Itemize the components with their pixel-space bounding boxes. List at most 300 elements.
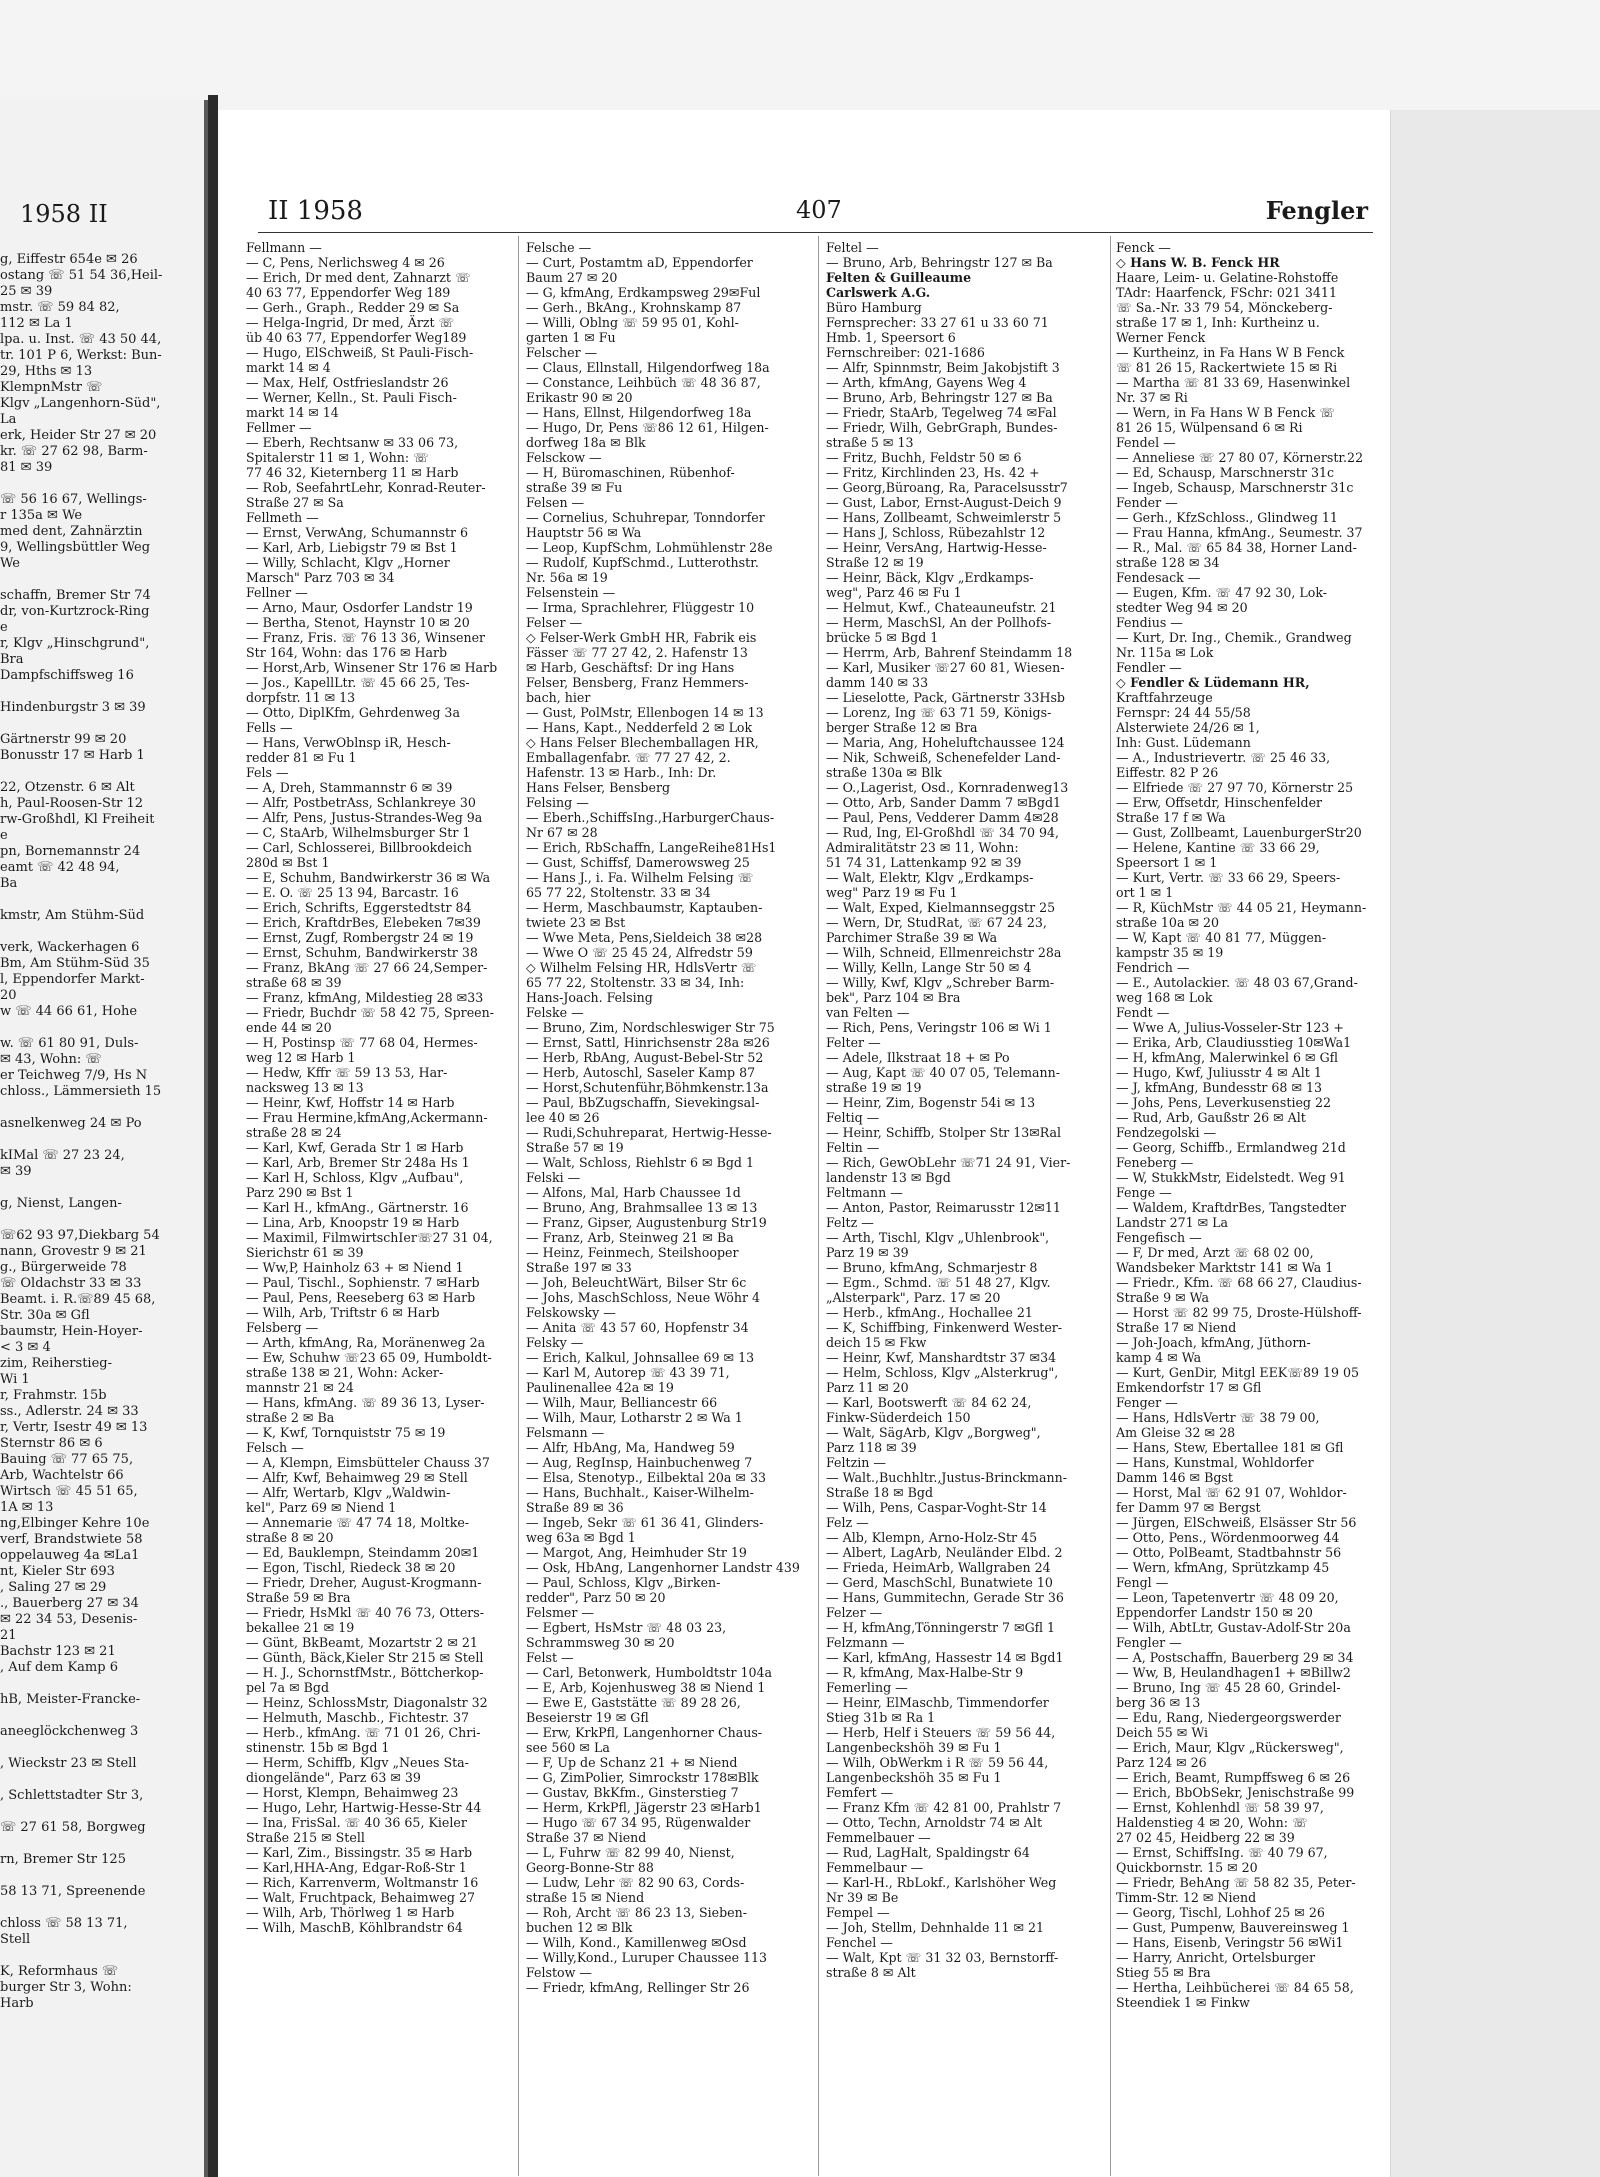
directory-entry-line: — Maria, Ang, Hoheluftchaussee 124 bbox=[826, 735, 1065, 750]
directory-entry-line: Hmb. 1, Speersort 6 bbox=[826, 330, 956, 345]
left-page-line: nt, Kieler Str 693 bbox=[0, 1564, 115, 1579]
surname-heading: Felsberg — bbox=[246, 1320, 319, 1335]
surname-heading: Felzer — bbox=[826, 1605, 883, 1620]
book-spine bbox=[208, 95, 218, 2177]
left-page-line: Sternstr 86 ✉ 6 bbox=[0, 1436, 103, 1451]
directory-entry-line: — Albert, LagArb, Neuländer Elbd. 2 bbox=[826, 1545, 1063, 1560]
directory-entry-line: straße 15 ✉ Niend bbox=[526, 1890, 645, 1905]
directory-entry-line: — Wilh, Maur, Belliancestr 66 bbox=[526, 1395, 718, 1410]
left-page-line: 58 13 71, Spreenende bbox=[0, 1884, 146, 1899]
directory-entry-line: — Friedr., Kfm. ☏ 68 66 27, Claudius- bbox=[1116, 1275, 1362, 1290]
directory-entry-line: — Eberh.,SchiffsIng.,HarburgerChaus- bbox=[526, 810, 775, 825]
directory-entry-line: kel", Parz 69 ✉ Niend 1 bbox=[246, 1500, 397, 1515]
surname-heading: Fenger — bbox=[1116, 1395, 1178, 1410]
left-page-line: hB, Meister-Francke- bbox=[0, 1692, 141, 1707]
directory-entry-line: weg" Parz 19 ✉ Fu 1 bbox=[826, 885, 958, 900]
directory-entry-line: stedter Weg 94 ✉ 20 bbox=[1116, 600, 1248, 615]
directory-entry-line: — Georg,Büroang, Ra, Paracelsusstr7 bbox=[826, 480, 1068, 495]
directory-entry-line: — Maximil, FilmwirtschIer☏27 31 04, bbox=[246, 1230, 493, 1245]
left-page-line bbox=[0, 1900, 200, 1916]
directory-entry-line: — Joh, Stellm, Dehnhalde 11 ✉ 21 bbox=[826, 1920, 1045, 1935]
directory-entry-line: Schrammsweg 30 ✉ 20 bbox=[526, 1635, 675, 1650]
directory-entry-line: — Georg, Tischl, Lohhof 25 ✉ 26 bbox=[1116, 1905, 1325, 1920]
directory-entry-line: Kraftfahrzeuge bbox=[1116, 690, 1213, 705]
directory-entry-line: — Johs, MaschSchloss, Neue Wöhr 4 bbox=[526, 1290, 761, 1305]
directory-entry-line: — Walt, Schloss, Riehlstr 6 ✉ Bgd 1 bbox=[526, 1155, 754, 1170]
directory-entry-line: — Herb, RbAng, August-Bebel-Str 52 bbox=[526, 1050, 764, 1065]
directory-entry-line: Straße 9 ✉ Wa bbox=[1116, 1290, 1210, 1305]
directory-entry-line: — G, kfmAng, Erdkampsweg 29✉Ful bbox=[526, 285, 761, 300]
directory-entry-line: — Karl, Zim., Bissingstr. 35 ✉ Harb bbox=[246, 1845, 473, 1860]
directory-entry-line: deich 15 ✉ Fkw bbox=[826, 1335, 927, 1350]
left-page-line bbox=[0, 1180, 200, 1196]
directory-entry-line: — Hans, Kapt., Nedderfeld 2 ✉ Lok bbox=[526, 720, 753, 735]
directory-entry-line: — Ww, B, Heulandhagen1 + ✉Billw2 bbox=[1116, 1665, 1351, 1680]
directory-entry-line: — Walt, Exped, Kielmannseggstr 25 bbox=[826, 900, 1056, 915]
directory-entry-line: — Margot, Ang, Heimhuder Str 19 bbox=[526, 1545, 747, 1560]
left-page-line: mstr. ☏ 59 84 82, bbox=[0, 300, 120, 315]
directory-entry-line: — Egon, Tischl, Riedeck 38 ✉ 20 bbox=[246, 1560, 456, 1575]
left-page-line: r, Klgv „Hinschgrund", bbox=[0, 636, 150, 651]
left-page-line: kIMal ☏ 27 23 24, bbox=[0, 1148, 125, 1163]
directory-entry-line: — Ewe E, Gaststätte ☏ 89 28 26, bbox=[526, 1695, 741, 1710]
directory-entry-line: 65 77 22, Stoltenstr. 33 ✉ 34 bbox=[526, 885, 711, 900]
directory-entry-line: brücke 5 ✉ Bgd 1 bbox=[826, 630, 939, 645]
directory-entry-line: — Wilh, Arb, Thörlweg 1 ✉ Harb bbox=[246, 1905, 455, 1920]
directory-entry-line: Finkw-Süderdeich 150 bbox=[826, 1410, 971, 1425]
directory-entry-line: — Wilh, Arb, Triftstr 6 ✉ Harb bbox=[246, 1305, 440, 1320]
directory-entry-line: damm 140 ✉ 33 bbox=[826, 675, 929, 690]
directory-entry-line: — Otto, Pens., Wördenmoorweg 44 bbox=[1116, 1530, 1340, 1545]
directory-entry-line: — Roh, Archt ☏ 86 23 13, Sieben- bbox=[526, 1905, 747, 1920]
directory-entry-line: 51 74 31, Lattenkamp 92 ✉ 39 bbox=[826, 855, 1022, 870]
surname-heading: Feltz — bbox=[826, 1215, 874, 1230]
directory-entry-line: ☏ 81 26 15, Rackertwiete 15 ✉ Ri bbox=[1116, 360, 1338, 375]
left-page-line bbox=[0, 572, 200, 588]
directory-entry-line: — Edu, Rang, Niedergeorgswerder bbox=[1116, 1710, 1341, 1725]
directory-entry-line: landenstr 13 ✉ Bgd bbox=[826, 1170, 951, 1185]
directory-entry-line: — Kurt, Vertr. ☏ 33 66 29, Speers- bbox=[1116, 870, 1341, 885]
directory-entry-line: — R., Mal. ☏ 65 84 38, Horner Land- bbox=[1116, 540, 1357, 555]
left-page-line: Str. 30a ✉ Gfl bbox=[0, 1308, 90, 1323]
directory-entry-line: Eppendorfer Landstr 150 ✉ 20 bbox=[1116, 1605, 1313, 1620]
directory-entry-line: 280d ✉ Bst 1 bbox=[246, 855, 330, 870]
surname-heading: Felsen — bbox=[526, 495, 585, 510]
directory-entry-line: 77 46 32, Kieternberg 11 ✉ Harb bbox=[246, 465, 459, 480]
directory-entry-line: — Lina, Arb, Knoopstr 19 ✉ Harb bbox=[246, 1215, 460, 1230]
left-page-line bbox=[0, 716, 200, 732]
directory-entry-line: Beseierstr 19 ✉ Gfl bbox=[526, 1710, 649, 1725]
surname-heading: Fenge — bbox=[1116, 1185, 1172, 1200]
directory-entry-line: — Friedr, BehAng ☏ 58 82 35, Peter- bbox=[1116, 1875, 1356, 1890]
directory-entry-line: — Hertha, Leihbücherei ☏ 84 65 58, bbox=[1116, 1980, 1354, 1995]
directory-entry-line: — Bruno, kfmAng, Schmarjestr 8 bbox=[826, 1260, 1038, 1275]
directory-entry-line: Inh: Gust. Lüdemann bbox=[1116, 735, 1251, 750]
directory-column-2 bbox=[526, 240, 808, 1995]
left-page-line: med dent, Zahnärztin bbox=[0, 524, 143, 539]
directory-entry-line: — Walt, Elektr, Klgv „Erdkamps- bbox=[826, 870, 1034, 885]
directory-entry-line: ✉ Harb, Geschäftsf: Dr ing Hans bbox=[526, 660, 735, 675]
left-page-fragment bbox=[0, 100, 212, 2177]
directory-entry-line: — Karl, Kwf, Gerada Str 1 ✉ Harb bbox=[246, 1140, 464, 1155]
directory-entry-line: twiete 23 ✉ Bst bbox=[526, 915, 626, 930]
directory-entry-line: Parz 124 ✉ 26 bbox=[1116, 1755, 1207, 1770]
directory-entry-line: — Willy, Schlacht, Klgv „Horner bbox=[246, 555, 450, 570]
directory-entry-line: — Kurt, GenDir, Mitgl EEK☏89 19 05 bbox=[1116, 1365, 1360, 1380]
directory-entry-line: — Rudi,Schuhreparat, Hertwig-Hesse- bbox=[526, 1125, 772, 1140]
directory-entry-line: — Karl H., kfmAng., Gärtnerstr. 16 bbox=[246, 1200, 469, 1215]
directory-entry-line: Parz 19 ✉ 39 bbox=[826, 1245, 909, 1260]
directory-entry-line: — Hans, Kunstmal, Wohldorfer bbox=[1116, 1455, 1314, 1470]
directory-entry-line: Hafenstr. 13 ✉ Harb., Inh: Dr. bbox=[526, 765, 717, 780]
left-page-header: 1958 II bbox=[20, 200, 108, 228]
left-page-line bbox=[0, 1836, 200, 1852]
directory-entry-line: — Rich, Karrenverm, Woltmanstr 16 bbox=[246, 1875, 479, 1890]
directory-entry-line: — Horst, Mal ☏ 62 91 07, Wohldor- bbox=[1116, 1485, 1347, 1500]
directory-entry-line: — Paul, Tischl., Sophienstr. 7 ✉Harb bbox=[246, 1275, 480, 1290]
directory-entry-line: 40 63 77, Eppendorfer Weg 189 bbox=[246, 285, 451, 300]
directory-entry-line: — Leon, Tapetenvertr ☏ 48 09 20, bbox=[1116, 1590, 1339, 1605]
surname-heading: Felsmann — bbox=[526, 1425, 605, 1440]
directory-entry-line: TAdr: Haarfenck, FSchr: 021 3411 bbox=[1116, 285, 1337, 300]
directory-entry-line: — Erw, KrkPfl, Langenhorner Chaus- bbox=[526, 1725, 763, 1740]
directory-entry-line: — Erich, BbObSekr, Jenischstraße 99 bbox=[1116, 1785, 1355, 1800]
directory-column-3 bbox=[826, 240, 1108, 1980]
left-page-line: , Schlettstadter Str 3, bbox=[0, 1788, 144, 1803]
directory-entry-line: — Egbert, HsMstr ☏ 48 03 23, bbox=[526, 1620, 727, 1635]
directory-entry-line: — Günth, Bäck,Kieler Str 215 ✉ Stell bbox=[246, 1650, 484, 1665]
surname-heading: Fengler — bbox=[1116, 1635, 1182, 1650]
directory-entry-line: straße 28 ✉ 24 bbox=[246, 1125, 342, 1140]
directory-entry-line: Stieg 55 ✉ Bra bbox=[1116, 1965, 1211, 1980]
directory-entry-line: Alsterwiete 24/26 ✉ 1, bbox=[1116, 720, 1260, 735]
directory-entry-line: — Karl, Arb, Liebigstr 79 ✉ Bst 1 bbox=[246, 540, 458, 555]
directory-entry-line: Emkendorfstr 17 ✉ Gfl bbox=[1116, 1380, 1262, 1395]
directory-entry-line: Fernspr: 24 44 55/58 bbox=[1116, 705, 1251, 720]
directory-entry-line: straße 5 ✉ 13 bbox=[826, 435, 914, 450]
left-page-line: schaffn, Bremer Str 74 bbox=[0, 588, 151, 603]
left-page-line: 21 bbox=[0, 1628, 17, 1643]
left-page-line: 25 ✉ 39 bbox=[0, 284, 53, 299]
left-page-line: Bachstr 123 ✉ 21 bbox=[0, 1644, 116, 1659]
directory-entry-line: — Otto, PolBeamt, Stadtbahnstr 56 bbox=[1116, 1545, 1342, 1560]
surname-heading: Feneberg — bbox=[1116, 1155, 1194, 1170]
directory-entry-line: Quickbornstr. 15 ✉ 20 bbox=[1116, 1860, 1258, 1875]
left-page-line: ., Bauerberg 27 ✉ 34 bbox=[0, 1596, 139, 1611]
left-page-line: aneeglöckchenweg 3 bbox=[0, 1724, 139, 1739]
left-page-line: chloss., Lämmersieth 15 bbox=[0, 1084, 162, 1099]
left-page-line: Bm, Am Stühm-Süd 35 bbox=[0, 956, 150, 971]
surname-heading: Fengl — bbox=[1116, 1575, 1169, 1590]
directory-entry-line: Stieg 31b ✉ Ra 1 bbox=[826, 1710, 936, 1725]
directory-entry-line: — Elfriede ☏ 27 97 70, Körnerstr 25 bbox=[1116, 780, 1354, 795]
directory-entry-line: — Arth, kfmAng, Gayens Weg 4 bbox=[826, 375, 1027, 390]
directory-entry-line: — Alb, Klempn, Arno-Holz-Str 45 bbox=[826, 1530, 1038, 1545]
directory-entry-line: Paulinenallee 42a ✉ 19 bbox=[526, 1380, 674, 1395]
directory-entry-line: — Wilh, ObWerkm i R ☏ 59 56 44, bbox=[826, 1755, 1049, 1770]
directory-entry-line: — Aug, RegInsp, Hainbuchenweg 7 bbox=[526, 1455, 753, 1470]
directory-entry-line: weg 168 ✉ Lok bbox=[1116, 990, 1213, 1005]
directory-entry-line: — Ludw, Lehr ☏ 82 90 63, Cords- bbox=[526, 1875, 745, 1890]
left-page-line: 1A ✉ 13 bbox=[0, 1500, 54, 1515]
directory-entry-line: — Gust, Zollbeamt, LauenburgerStr20 bbox=[1116, 825, 1362, 840]
directory-entry-line: bek", Parz 104 ✉ Bra bbox=[826, 990, 961, 1005]
directory-entry-line: — Alfr, PostbetrAss, Schlankreye 30 bbox=[246, 795, 476, 810]
directory-entry-line: — Bruno, Zim, Nordschleswiger Str 75 bbox=[526, 1020, 775, 1035]
directory-entry-line: Wandsbeker Marktstr 141 ✉ Wa 1 bbox=[1116, 1260, 1334, 1275]
directory-entry-line: — Lieselotte, Pack, Gärtnerstr 33Hsb bbox=[826, 690, 1065, 705]
directory-entry-line: Langenbeckshöh 39 ✉ Fu 1 bbox=[826, 1740, 1002, 1755]
directory-entry-line: — Bruno, Ang, Brahmsallee 13 ✉ 13 bbox=[526, 1200, 758, 1215]
directory-entry-line: — Karl,HHA-Ang, Edgar-Roß-Str 1 bbox=[246, 1860, 467, 1875]
directory-entry-line: — Hans, HdlsVertr ☏ 38 79 00, bbox=[1116, 1410, 1320, 1425]
directory-entry-line: weg 63a ✉ Bgd 1 bbox=[526, 1530, 636, 1545]
directory-entry-line: — Max, Helf, Ostfrieslandstr 26 bbox=[246, 375, 449, 390]
directory-entry-line: 27 02 45, Heidberg 22 ✉ 39 bbox=[1116, 1830, 1295, 1845]
directory-entry-line: — Harry, Anricht, Ortelsburger bbox=[1116, 1950, 1316, 1965]
directory-entry-line: — K, Schiffbing, Finkenwerd Wester- bbox=[826, 1320, 1063, 1335]
directory-entry-line: — E. O. ☏ 25 13 94, Barcastr. 16 bbox=[246, 885, 459, 900]
directory-entry-line: see 560 ✉ La bbox=[526, 1740, 610, 1755]
surname-heading: Fellner — bbox=[246, 585, 308, 600]
directory-entry-line: — Eugen, Kfm. ☏ 47 92 30, Lok- bbox=[1116, 585, 1328, 600]
left-page-line: 20 bbox=[0, 988, 17, 1003]
surname-heading: Felsckow — bbox=[526, 450, 602, 465]
directory-entry-line: ◇ Hans W. B. Fenck HR bbox=[1116, 255, 1280, 270]
left-page-line: Bauing ☏ 77 65 75, bbox=[0, 1452, 134, 1467]
left-page-line: ✉ 39 bbox=[0, 1164, 32, 1179]
left-page-line bbox=[0, 892, 200, 908]
surname-heading: Fendesack — bbox=[1116, 570, 1201, 585]
directory-entry-line: Erikastr 90 ✉ 20 bbox=[526, 390, 633, 405]
directory-entry-line: — Horst,Arb, Winsener Str 176 ✉ Harb bbox=[246, 660, 498, 675]
directory-entry-line: — Franz, Arb, Steinweg 21 ✉ Ba bbox=[526, 1230, 734, 1245]
page-volume-label: II 1958 bbox=[268, 196, 363, 226]
directory-entry-line: — Herb, Autoschl, Saseler Kamp 87 bbox=[526, 1065, 756, 1080]
directory-entry-line: — Hans J, Schloss, Rübezahlstr 12 bbox=[826, 525, 1046, 540]
left-page-line: Harb bbox=[0, 1996, 34, 2011]
left-page-line: ✉ 22 34 53, Desenis- bbox=[0, 1612, 138, 1627]
directory-entry-line: — Wilh, MaschB, Köhlbrandstr 64 bbox=[246, 1920, 463, 1935]
directory-entry-line: — Helm, Schloss, Klgv „Alsterkrug", bbox=[826, 1365, 1059, 1380]
surname-heading: Felsch — bbox=[246, 1440, 304, 1455]
directory-entry-line: — R, KüchMstr ☏ 44 05 21, Heymann- bbox=[1116, 900, 1367, 915]
directory-entry-line: — Friedr, Wilh, GebrGraph, Bundes- bbox=[826, 420, 1058, 435]
directory-entry-line: — Erich, Dr med dent, Zahnarzt ☏ bbox=[246, 270, 471, 285]
directory-entry-line: — Otto, Techn, Arnoldstr 74 ✉ Alt bbox=[826, 1815, 1042, 1830]
directory-entry-line: — Hans J., i. Fa. Wilhelm Felsing ☏ bbox=[526, 870, 754, 885]
directory-entry-line: — E, Arb, Kojenhusweg 38 ✉ Niend 1 bbox=[526, 1680, 766, 1695]
directory-entry-line: — Rud, Arb, Gaußstr 26 ✉ Alt bbox=[1116, 1110, 1306, 1125]
directory-entry-line: Speersort 1 ✉ 1 bbox=[1116, 855, 1218, 870]
directory-entry-line: — Hugo, Lehr, Hartwig-Hesse-Str 44 bbox=[246, 1800, 482, 1815]
directory-entry-line: — Helga-Ingrid, Dr med, Ärzt ☏ bbox=[246, 315, 455, 330]
directory-entry-line: straße 10a ✉ 20 bbox=[1116, 915, 1220, 930]
surname-heading: Fendler — bbox=[1116, 660, 1182, 675]
left-page-line: , Wieckstr 23 ✉ Stell bbox=[0, 1756, 137, 1771]
surname-heading: Felst — bbox=[526, 1650, 574, 1665]
directory-entry-line: ◇ Fendler & Lüdemann HR, bbox=[1116, 675, 1310, 690]
directory-entry-line: — Fritz, Buchh, Feldstr 50 ✉ 6 bbox=[826, 450, 1022, 465]
directory-entry-line: Straße 27 ✉ Sa bbox=[246, 495, 344, 510]
directory-entry-line: — Heinr, VersAng, Hartwig-Hesse- bbox=[826, 540, 1047, 555]
directory-entry-line: — Franz Kfm ☏ 42 81 00, Prahlstr 7 bbox=[826, 1800, 1062, 1815]
directory-entry-line: — W, Kapt ☏ 40 81 77, Müggen- bbox=[1116, 930, 1327, 945]
directory-entry-line: — Willy, Kelln, Lange Str 50 ✉ 4 bbox=[826, 960, 1032, 975]
left-page-line: ng,Elbinger Kehre 10e bbox=[0, 1516, 150, 1531]
surname-heading: Feltiq — bbox=[826, 1110, 880, 1125]
directory-entry-line: — Erich, Schrifts, Eggerstedtstr 84 bbox=[246, 900, 472, 915]
directory-entry-line: Straße 17 f ✉ Wa bbox=[1116, 810, 1226, 825]
surname-heading: Feltel — bbox=[826, 240, 879, 255]
directory-entry-line: Str 164, Wohn: das 176 ✉ Harb bbox=[246, 645, 448, 660]
surname-heading: Felser — bbox=[526, 615, 583, 630]
surname-heading: van Felten — bbox=[826, 1005, 910, 1020]
left-page-line: r 135a ✉ We bbox=[0, 508, 83, 523]
surname-heading: Femfert — bbox=[826, 1785, 894, 1800]
surname-heading: Felske — bbox=[526, 1005, 584, 1020]
directory-entry-line: — Hans, Gummitechn, Gerade Str 36 bbox=[826, 1590, 1064, 1605]
surname-heading: Fempel — bbox=[826, 1905, 890, 1920]
directory-entry-line: — Herb, Helf i Steuers ☏ 59 56 44, bbox=[826, 1725, 1056, 1740]
directory-entry-line: — Bertha, Stenot, Haynstr 10 ✉ 20 bbox=[246, 615, 470, 630]
directory-entry-line: — Heinr, Zim, Bogenstr 54i ✉ 13 bbox=[826, 1095, 1036, 1110]
left-page-line: g, Nienst, Langen- bbox=[0, 1196, 122, 1211]
surname-heading: Feltin — bbox=[826, 1140, 880, 1155]
directory-entry-line: — Rud, Ing, El-Großhdl ☏ 34 70 94, bbox=[826, 825, 1060, 840]
directory-entry-line: — Erika, Arb, Claudiusstieg 10✉Wa1 bbox=[1116, 1035, 1352, 1050]
surname-heading: Fellmer — bbox=[246, 420, 312, 435]
directory-entry-line: Straße 37 ✉ Niend bbox=[526, 1830, 647, 1845]
directory-entry-line: — Helene, Kantine ☏ 33 66 29, bbox=[1116, 840, 1320, 855]
directory-entry-line: Baum 27 ✉ 20 bbox=[526, 270, 618, 285]
surname-heading: Felskowsky — bbox=[526, 1305, 616, 1320]
directory-entry-line: straße 8 ✉ 20 bbox=[246, 1530, 334, 1545]
directory-entry-line: straße 2 ✉ Ba bbox=[246, 1410, 335, 1425]
directory-entry-line: — A, Klempn, Eimsbütteler Chauss 37 bbox=[246, 1455, 490, 1470]
directory-entry-line: — Nik, Schweiß, Schenefelder Land- bbox=[826, 750, 1061, 765]
directory-entry-line: Am Gleise 32 ✉ 28 bbox=[1116, 1425, 1236, 1440]
directory-entry-line: — Claus, Ellnstall, Hilgendorfweg 18a bbox=[526, 360, 770, 375]
directory-entry-line: berger Straße 12 ✉ Bra bbox=[826, 720, 978, 735]
directory-entry-line: — Irma, Sprachlehrer, Flüggestr 10 bbox=[526, 600, 755, 615]
left-page-line bbox=[0, 1020, 200, 1036]
left-page-line: e bbox=[0, 828, 8, 843]
directory-entry-line: — Ww,P, Hainholz 63 + ✉ Niend 1 bbox=[246, 1260, 464, 1275]
left-page-line: 9, Wellingsbüttler Weg bbox=[0, 540, 151, 555]
directory-entry-line: pel 7a ✉ Bgd bbox=[246, 1680, 330, 1695]
directory-entry-line: — J, kfmAng, Bundesstr 68 ✉ 13 bbox=[1116, 1080, 1323, 1095]
directory-entry-line: Straße 59 ✉ Bra bbox=[246, 1590, 351, 1605]
directory-entry-line: — Franz, Fris. ☏ 76 13 36, Winsener bbox=[246, 630, 486, 645]
surname-heading: Felski — bbox=[526, 1170, 581, 1185]
left-page-line: Dampfschiffsweg 16 bbox=[0, 668, 134, 683]
directory-entry-line: — Frau Hermine,kfmAng,Ackermann- bbox=[246, 1110, 488, 1125]
directory-entry-line: straße 138 ✉ 21, Wohn: Acker- bbox=[246, 1365, 444, 1380]
directory-entry-line: — Jürgen, ElSchweiß, Elsässer Str 56 bbox=[1116, 1515, 1357, 1530]
directory-entry-line: redder 81 ✉ Fu 1 bbox=[246, 750, 357, 765]
left-page-line: eamt ☏ 42 48 94, bbox=[0, 860, 120, 875]
directory-entry-line: kamp 4 ✉ Wa bbox=[1116, 1350, 1202, 1365]
directory-entry-line: Straße 18 ✉ Bgd bbox=[826, 1485, 934, 1500]
directory-entry-line: — Wern, in Fa Hans W B Fenck ☏ bbox=[1116, 405, 1335, 420]
directory-entry-line: — Ew, Schuhw ☏23 65 09, Humboldt- bbox=[246, 1350, 492, 1365]
directory-entry-line: — Herb., kfmAng., Hochallee 21 bbox=[826, 1305, 1033, 1320]
directory-entry-line: mannstr 21 ✉ 24 bbox=[246, 1380, 354, 1395]
directory-entry-line: — H. J., SchornstfMstr., Böttcherkop- bbox=[246, 1665, 484, 1680]
left-page-line bbox=[0, 1740, 200, 1756]
directory-entry-line: — Adele, Ilkstraat 18 + ✉ Po bbox=[826, 1050, 1010, 1065]
directory-entry-line: — Martha ☏ 81 33 69, Hasenwinkel bbox=[1116, 375, 1351, 390]
directory-entry-line: — H, Postinsp ☏ 77 68 04, Hermes- bbox=[246, 1035, 478, 1050]
left-page-line: w. ☏ 61 80 91, Duls- bbox=[0, 1036, 139, 1051]
directory-entry-line: — Ernst, VerwAng, Schumannstr 6 bbox=[246, 525, 469, 540]
directory-entry-line: straße 8 ✉ Alt bbox=[826, 1965, 916, 1980]
directory-entry-line: — Alfr, Pens, Justus-Strandes-Weg 9a bbox=[246, 810, 483, 825]
directory-entry-line: — Ernst, Zugf, Rombergstr 24 ✉ 19 bbox=[246, 930, 474, 945]
directory-entry-line: Straße 17 ✉ Niend bbox=[1116, 1320, 1237, 1335]
directory-entry-line: — Horst,Schutenführ,Böhmkenstr.13a bbox=[526, 1080, 769, 1095]
directory-entry-line: Emballagenfabr. ☏ 77 27 42, 2. bbox=[526, 750, 731, 765]
left-page-line: Ba bbox=[0, 876, 18, 891]
left-page-line bbox=[0, 1948, 200, 1964]
directory-entry-line: 81 26 15, Wülpensand 6 ✉ Ri bbox=[1116, 420, 1303, 435]
surname-heading: Fels — bbox=[246, 765, 289, 780]
directory-entry-line: Hans Felser, Bensberg bbox=[526, 780, 671, 795]
directory-entry-line: — Hugo, Dr, Pens ☏86 12 61, Hilgen- bbox=[526, 420, 769, 435]
left-page-line bbox=[0, 764, 200, 780]
directory-entry-line: Damm 146 ✉ Bgst bbox=[1116, 1470, 1233, 1485]
directory-entry-line: — Karl-H., RbLokf., Karlshöher Weg bbox=[826, 1875, 1057, 1890]
directory-entry-line: — C, Pens, Nerlichsweg 4 ✉ 26 bbox=[246, 255, 445, 270]
directory-entry-line: kampstr 35 ✉ 19 bbox=[1116, 945, 1224, 960]
directory-entry-line: — F, Dr med, Arzt ☏ 68 02 00, bbox=[1116, 1245, 1314, 1260]
surname-heading: Femmelbaur — bbox=[826, 1860, 924, 1875]
directory-entry-line: — Anita ☏ 43 57 60, Hopfenstr 34 bbox=[526, 1320, 749, 1335]
directory-entry-line: — Rudolf, KupfSchmd., Lutterothstr. bbox=[526, 555, 759, 570]
directory-entry-line: Straße 197 ✉ 33 bbox=[526, 1260, 632, 1275]
directory-entry-line: weg", Parz 46 ✉ Fu 1 bbox=[826, 585, 962, 600]
directory-entry-line: — Gerh., BkAng., Krohnskamp 87 bbox=[526, 300, 742, 315]
surname-heading: Femmelbauer — bbox=[826, 1830, 931, 1845]
directory-entry-line: Fernschreiber: 021-1686 bbox=[826, 345, 985, 360]
directory-entry-line: — O.,Lagerist, Osd., Kornradenweg13 bbox=[826, 780, 1069, 795]
left-page-line: ss., Adlerstr. 24 ✉ 33 bbox=[0, 1404, 139, 1419]
directory-entry-line: — Friedr, StaArb, Tegelweg 74 ✉Fal bbox=[826, 405, 1057, 420]
directory-page bbox=[218, 110, 1391, 2177]
directory-entry-line: — R, kfmAng, Max-Halbe-Str 9 bbox=[826, 1665, 1024, 1680]
directory-entry-line: — Gerh., Graph., Redder 29 ✉ Sa bbox=[246, 300, 460, 315]
directory-entry-line: Parz 290 ✉ Bst 1 bbox=[246, 1185, 354, 1200]
left-page-line: pn, Bornemannstr 24 bbox=[0, 844, 141, 859]
directory-entry-line: — Bruno, Arb, Behringstr 127 ✉ Ba bbox=[826, 390, 1053, 405]
directory-entry-line: — Leop, KupfSchm, Lohmühlenstr 28e bbox=[526, 540, 773, 555]
directory-entry-line: — Ed, Bauklempn, Steindamm 20✉1 bbox=[246, 1545, 480, 1560]
directory-entry-line: — Horst, Klempn, Behaimweg 23 bbox=[246, 1785, 459, 1800]
directory-entry-line: — Anton, Pastor, Reimarusstr 12✉11 bbox=[826, 1200, 1061, 1215]
left-page-line: erk, Heider Str 27 ✉ 20 bbox=[0, 428, 157, 443]
directory-entry-line: — Ernst, Kohlenhdl ☏ 58 39 97, bbox=[1116, 1800, 1324, 1815]
directory-entry-line: — Friedr, HsMkl ☏ 40 76 73, Otters- bbox=[246, 1605, 485, 1620]
directory-entry-line: — Franz, kfmAng, Mildestieg 28 ✉33 bbox=[246, 990, 484, 1005]
directory-entry-line: — Aug, Kapt ☏ 40 07 05, Telemann- bbox=[826, 1065, 1061, 1080]
directory-entry-line: — Jos., KapellLtr. ☏ 45 66 25, Tes- bbox=[246, 675, 470, 690]
left-page-line: Arb, Wachtelstr 66 bbox=[0, 1468, 124, 1483]
directory-entry-line: — Hugo, Kwf, Juliusstr 4 ✉ Alt 1 bbox=[1116, 1065, 1322, 1080]
left-page-line: h, Paul-Roosen-Str 12 bbox=[0, 796, 144, 811]
left-page-line: < 3 ✉ 4 bbox=[0, 1340, 51, 1355]
surname-heading: Fengefisch — bbox=[1116, 1230, 1202, 1245]
